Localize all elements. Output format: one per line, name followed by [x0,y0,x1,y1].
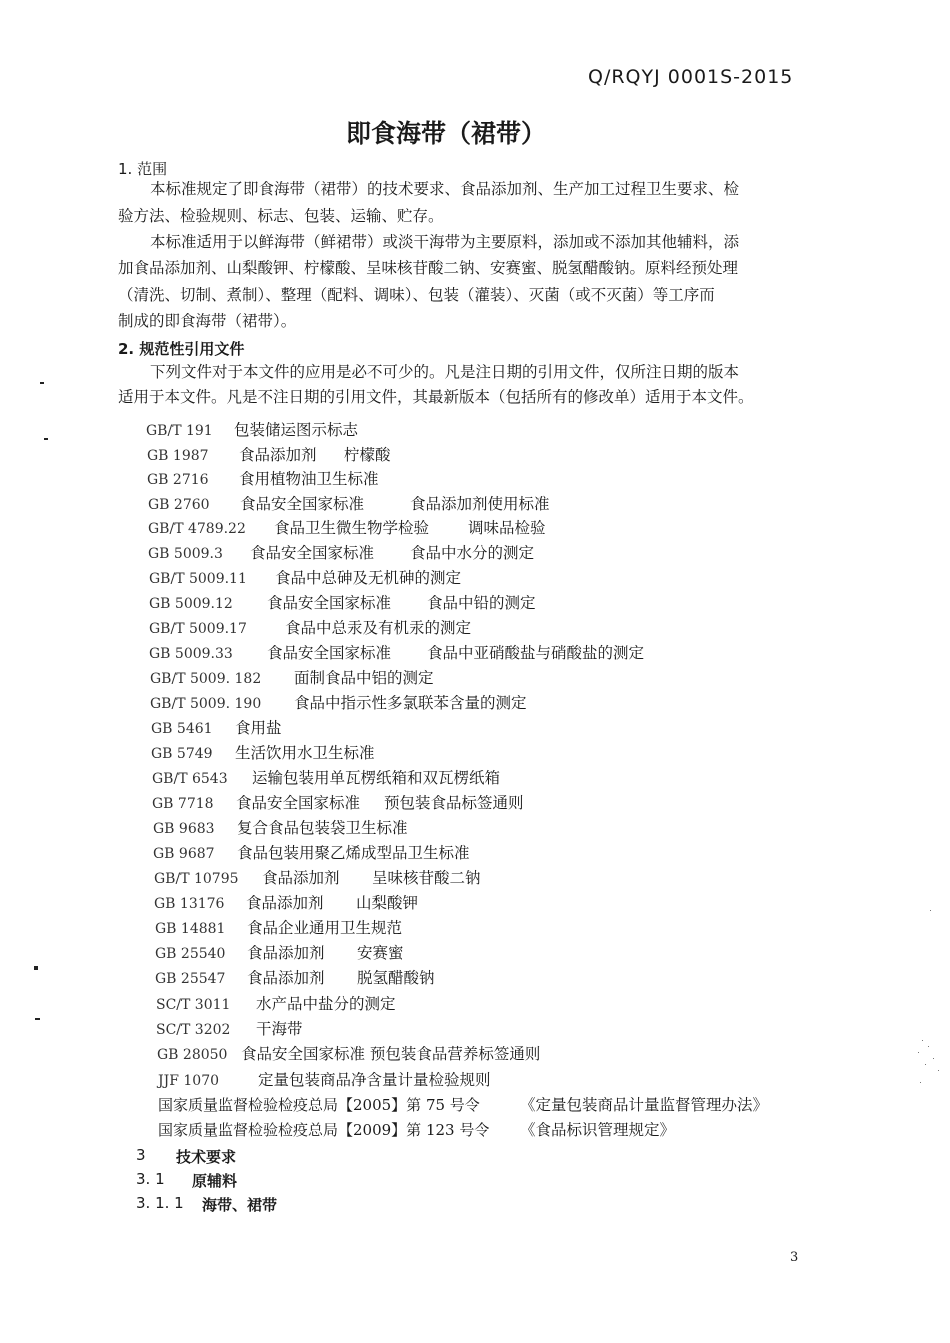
reference-item [158,1093,768,1115]
reference-title: 复合食品包装袋卫生标准 [237,819,408,837]
reference-title: 食品安全国家标准 预包装食品营养标签通则 [241,1045,541,1063]
scan-mark [44,438,48,440]
reference-title: 食品安全国家标准 [267,594,392,612]
reference-title: 食品安全国家标准 [236,794,361,812]
scan-speckle [925,1064,926,1065]
reference-item [158,1118,675,1140]
reference-title: 面制食品中铝的测定 [294,669,434,687]
section-1-paragraph-1-line-1: 本标准规定了即食海带（裙带）的技术要求、食品添加剂、生产加工过程卫生要求、检 [150,180,740,198]
reference-code: GB/T 5009. 182 [150,671,262,687]
reference-code: GB 5009.3 [148,546,223,562]
reference-code: GB/T 4789.22 [148,521,246,537]
reference-item [156,992,396,1014]
reference-title: 定量包装商品净含量计量检验规则 [258,1071,491,1089]
reference-item [157,1042,540,1064]
reference-subtitle: 脱氢醋酸钠 [357,969,435,987]
section-2-paragraph-line-1: 下列文件对于本文件的应用是必不可少的。凡是注日期的引用文件，仅所注日期的版本 [150,363,740,381]
reference-code: GB 7718 [152,796,214,812]
reference-code: GB 14881 [155,921,226,937]
reference-title: 水产品中盐分的测定 [256,995,396,1013]
scan-speckle [938,1070,939,1071]
reference-item [148,492,550,514]
reference-title: 包装储运图示标志 [234,421,359,439]
reference-code: GB 25540 [155,946,226,962]
reference-subtitle: 山梨酸钾 [356,894,419,912]
scan-speckle [928,1046,929,1047]
reference-item [149,641,644,663]
reference-subtitle: 安赛蜜 [357,944,404,962]
reference-title: 生活饮用水卫生标准 [235,744,375,762]
reference-code: GB 9687 [153,846,215,862]
reference-title: 食品中总砷及无机砷的测定 [275,569,462,587]
section-3-number: 3 [136,1146,146,1164]
reference-item [155,941,404,963]
section-3-heading: 技术要求 [176,1148,237,1166]
reference-title: 食品安全国家标准 [240,495,365,513]
reference-code: 国家质量监督检验检疫总局【2005】第 75 号令 [158,1096,480,1114]
reference-title: 食品卫生微生物学检验 [274,519,430,537]
reference-item [151,716,282,738]
reference-item [152,791,524,813]
reference-title: 食用盐 [235,719,282,737]
reference-item [150,666,434,688]
reference-item [151,741,375,763]
reference-item [154,891,418,913]
scan-speckle [930,910,931,911]
reference-subtitle: 调味品检验 [468,519,546,537]
section-1-paragraph-1-line-2: 验方法、检验规则、标志、包装、运输、贮存。 [118,207,444,225]
reference-item [154,866,481,888]
reference-title: 食品添加剂 [239,446,317,464]
reference-code: GB 5749 [151,746,213,762]
reference-item [148,516,546,538]
section-1-paragraph-2-line-2: 加食品添加剂、山梨酸钾、柠檬酸、呈味核苷酸二钠、安赛蜜、脱氢醋酸钠。原料经预处理 [118,259,739,277]
reference-title: 食品中总汞及有机汞的测定 [285,619,472,637]
reference-code: GB/T 10795 [154,871,239,887]
reference-item [155,916,402,938]
reference-subtitle: 食品中铅的测定 [427,594,536,612]
reference-code: GB/T 5009.17 [149,621,247,637]
reference-title: 食品包装用聚乙烯成型品卫生标准 [237,844,470,862]
reference-code: GB 13176 [154,896,225,912]
reference-subtitle: 柠檬酸 [344,446,391,464]
document-title: 即食海带（裙带） [346,119,547,148]
reference-item [147,443,391,465]
reference-title: 《定量包装商品计量监督管理办法》 [520,1096,769,1114]
reference-code: GB/T 6543 [152,771,228,787]
reference-code: GB/T 5009. 190 [150,696,262,712]
reference-item [155,966,435,988]
reference-code: GB 25547 [155,971,226,987]
page-number: 3 [790,1250,799,1265]
section-1-paragraph-2-line-1: 本标准适用于以鲜海带（鲜裙带）或淡干海带为主要原料，添加或不添加其他辅料，添 [150,233,740,251]
reference-title: 食品企业通用卫生规范 [247,919,403,937]
reference-title: 干海带 [256,1020,303,1038]
reference-title: 运输包装用单瓦楞纸箱和双瓦楞纸箱 [252,769,501,787]
reference-item [149,566,461,588]
reference-code: 国家质量监督检验检疫总局【2009】第 123 号令 [158,1121,490,1139]
reference-title: 食用植物油卫生标准 [239,470,379,488]
reference-item [147,467,379,489]
section-1-paragraph-2-line-3: （清洗、切制、煮制）、整理（配料、调味）、包装（灌装）、灭菌（或不灭菌）等工序而 [118,286,715,304]
reference-item [148,541,534,563]
reference-code: GB/T 5009.11 [149,571,247,587]
reference-code: GB 28050 [157,1047,228,1063]
scan-mark [40,382,44,384]
reference-subtitle: 食品中亚硝酸盐与硝酸盐的测定 [427,644,645,662]
scan-speckle [922,1040,923,1041]
section-3-1-1-number: 3. 1. 1 [136,1194,184,1212]
section-3-1-1-heading: 海带、裙带 [202,1196,278,1214]
section-1-heading: 1. 范围 [118,160,168,178]
reference-item [153,841,470,863]
reference-title: 食品中指示性多氯联苯含量的测定 [294,694,527,712]
reference-item [156,1017,303,1039]
reference-code: GB 5009.33 [149,646,233,662]
reference-code: JJF 1070 [158,1073,220,1089]
section-3-1-number: 3. 1 [136,1170,165,1188]
reference-subtitle: 食品添加剂使用标准 [410,495,550,513]
section-3-1-heading: 原辅料 [192,1172,238,1190]
reference-title: 食品添加剂 [247,944,325,962]
standard-code: Q/RQYJ 0001S-2015 [588,66,794,88]
reference-title: 食品添加剂 [247,969,325,987]
reference-title: 食品安全国家标准 [250,544,375,562]
scan-mark [34,966,38,970]
reference-item [153,816,408,838]
reference-code: GB 5461 [151,721,213,737]
reference-code: SC/T 3202 [156,1022,231,1038]
reference-code: GB/T 191 [146,423,213,439]
scan-mark [35,1018,40,1020]
reference-code: GB 2716 [147,472,209,488]
reference-item [146,418,358,440]
reference-code: GB 2760 [148,497,210,513]
scan-speckle [933,1058,934,1059]
reference-title: 《食品标识管理规定》 [520,1121,676,1139]
reference-code: GB 9683 [153,821,215,837]
section-2-paragraph-line-2: 适用于本文件。凡是不注日期的引用文件，其最新版本（包括所有的修改单）适用于本文件。 [118,388,754,406]
reference-title: 食品安全国家标准 [267,644,392,662]
section-1-paragraph-2-line-4: 制成的即食海带（裙带）。 [118,312,297,330]
reference-subtitle: 预包装食品标签通则 [384,794,524,812]
reference-item [158,1068,491,1090]
reference-item [150,691,527,713]
reference-title: 食品添加剂 [262,869,340,887]
reference-item [152,766,500,788]
reference-item [149,616,471,638]
reference-subtitle: 食品中水分的测定 [410,544,535,562]
reference-item [149,591,536,613]
reference-title: 食品添加剂 [246,894,324,912]
section-2-heading: 2. 规范性引用文件 [118,340,245,358]
reference-subtitle: 呈味核苷酸二钠 [372,869,481,887]
reference-code: GB 1987 [147,448,209,464]
reference-code: GB 5009.12 [149,596,233,612]
reference-code: SC/T 3011 [156,997,231,1013]
scan-speckle [920,1082,921,1083]
scan-speckle [918,1052,919,1053]
